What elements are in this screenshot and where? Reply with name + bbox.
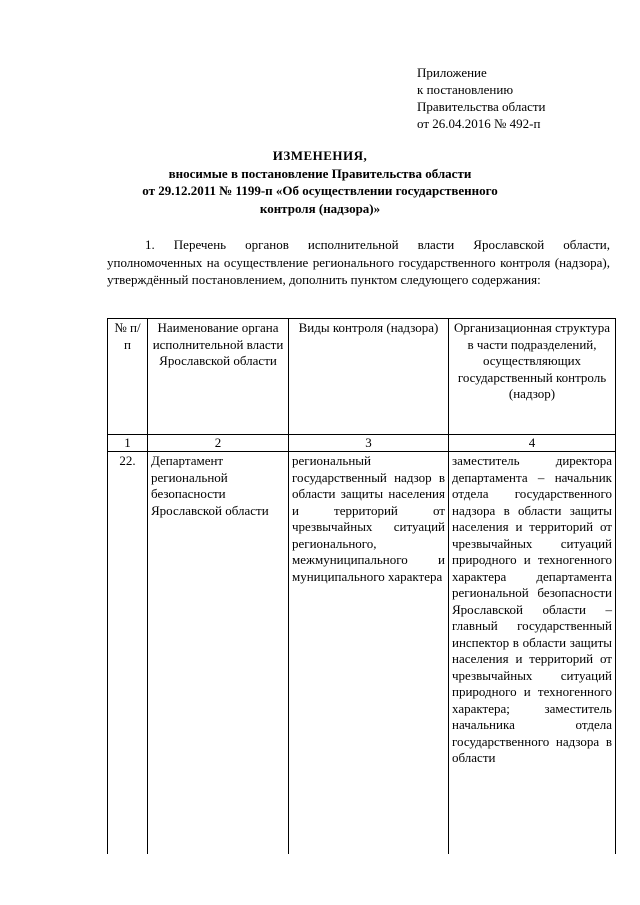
table-header-row xyxy=(108,319,616,435)
table-column-numbers-row xyxy=(108,435,616,452)
changes-table xyxy=(107,318,616,854)
appendix-line: к постановлению xyxy=(417,82,514,97)
row-control-type: региональный государственный надзор в области защиты населения и территорий от чрезвычайных ситуаций регионального, межмуниципального и муниципального характера xyxy=(289,452,449,855)
row-structure: заместитель директора департамента – начальник отдела государственного надзора в области защиты населения и территорий от чрезвычайных ситуаций природного и техногенного характера департамента региональной безопасности Ярославской области – главный государственный инспектор в области защиты населения и территорий от чрезвычайных ситуаций природного и техногенного характера; заместитель начальника отдела государственного надзора в области xyxy=(449,452,616,855)
column-number: 1 xyxy=(108,435,148,452)
column-number: 4 xyxy=(449,435,616,452)
header-number: № п/п xyxy=(108,319,148,435)
header-structure: Организационная структура в части подразделений, осуществляющих государственный контроль (надзор) xyxy=(449,319,616,435)
header-authority: Наименование органа исполнительной власти Ярославской области xyxy=(148,319,289,435)
appendix-line: Приложение xyxy=(417,65,487,80)
paragraph-1 xyxy=(107,236,610,289)
title-line: контроля (надзора)» xyxy=(259,200,381,216)
column-number: 2 xyxy=(148,435,289,452)
column-number: 3 xyxy=(289,435,449,452)
appendix-block xyxy=(417,64,617,132)
appendix-line: Правительства области xyxy=(417,99,546,114)
row-authority: Департамент региональной безопасности Ярославской области xyxy=(148,452,289,855)
title-main: ИЗМЕНЕНИЯ, xyxy=(272,148,368,163)
row-number: 22. xyxy=(108,452,148,855)
document-title xyxy=(108,147,532,217)
title-line: вносимые в постановление Правительства области xyxy=(168,165,472,181)
appendix-line: от 26.04.2016 № 492-п xyxy=(417,116,541,131)
title-line: от 29.12.2011 № 1199-п «Об осуществлении государственного xyxy=(142,183,498,198)
table-row xyxy=(108,452,616,855)
header-control-type: Виды контроля (надзора) xyxy=(289,319,449,435)
paragraph-text: 1. Перечень органов исполнительной власти Ярославской области, уполномоченных на осуществление регионального государственного контроля (надзора), утверждённый постановлением, дополнить пунктом следующего содержания: xyxy=(107,237,610,287)
